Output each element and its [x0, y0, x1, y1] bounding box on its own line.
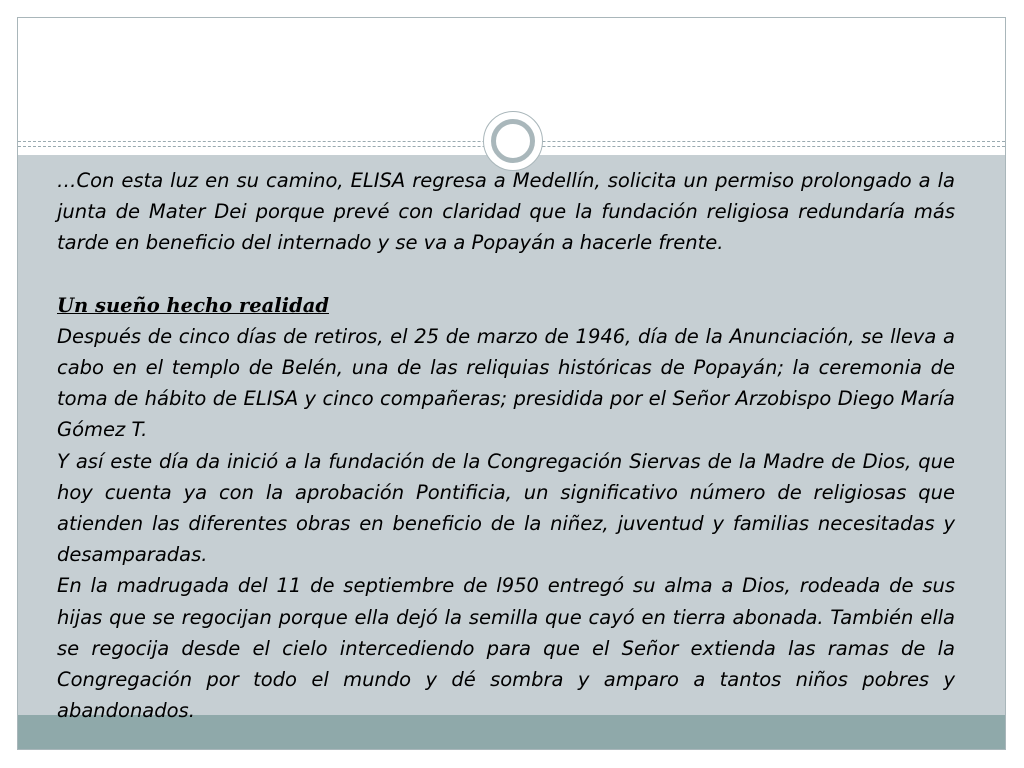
intro-paragraph: …Con esta luz en su camino, ELISA regresa a Medellín, solicita un permiso prolongado a la junta de Mater Dei porque prevé con claridad que la fundación religiosa redundaría más tarde en beneficio del internado y se va a Popayán a hacerle frente.: [57, 169, 955, 255]
slide-body-text: [57, 165, 955, 726]
decorative-ring-icon: [491, 119, 535, 163]
section-heading: Un sueño hecho realidad: [57, 293, 329, 317]
body-paragraph-3: En la madrugada del 11 de septiembre de l950 entregó su alma a Dios, rodeada de sus hijas que se regocijan porque ella dejó la semilla que cayó en tierra abonada. También ella se regocija desde el cielo intercediendo para que el Señor extienda las ramas de la Congregación por todo el mundo y dé sombra y amparo a tantos niños pobres y abandonados.: [57, 574, 955, 723]
body-paragraph-2: Y así este día da inició a la fundación de la Congregación Siervas de la Madre de Dios, que hoy cuenta ya con la aprobación Pontificia, un significativo número de religiosas que atienden las diferentes obras en beneficio de la niñez, juventud y familias necesitadas y desamparadas.: [57, 449, 955, 567]
body-paragraph-1: Después de cinco días de retiros, el 25 de marzo de 1946, día de la Anunciación, se lleva a cabo en el templo de Belén, una de las reliquias históricas de Popayán; la ceremonia de toma de hábito de ELISA y cinco compañeras; presidida por el Señor Arzobispo Diego María Gómez T.: [57, 324, 955, 442]
